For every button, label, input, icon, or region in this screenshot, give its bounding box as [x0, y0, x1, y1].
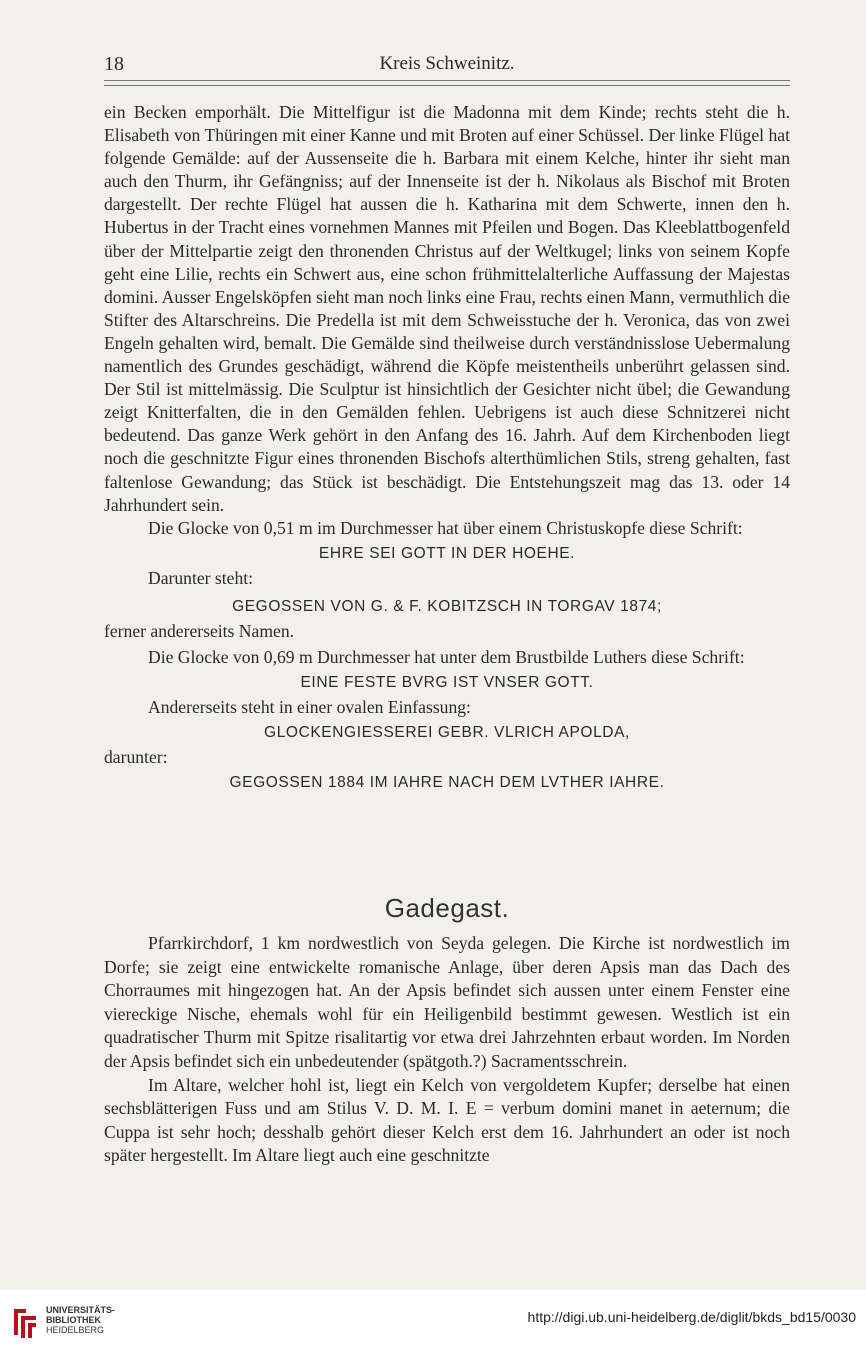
page-header: [104, 53, 790, 79]
paragraph: Die Glocke von 0,51 m im Durchmesser hat über einem Christuskopfe diese Schrift:: [148, 517, 743, 538]
viewer-footer: [0, 1290, 866, 1353]
body-text: [104, 101, 790, 796]
paragraph: ein Becken emporhält. Die Mittelfigur ist die Madonna mit dem Kinde; rechts steht die h. Elisabeth von Thüringen mit einer Kanne und mit Broten auf einer Schüssel. Der linke Flügel hat folgende Gemälde: auf der Aussenseite die h. Barbara mit einem Kelche, hinter ihr sieht man auch den Thurm, ihr Gefängniss; auf der Innenseite ist der h. Nikolaus als Bischof mit Broten dargestellt. Der rechte Flügel hat aussen die h. Katharina mit dem Schwerte, innen den h. Hubertus in der Tracht eines vornehmen Mannes mit Pfeilen und Bogen. Das Kleeblattbogenfeld über der Mittelpartie zeigt den thronenden Christus auf der Weltkugel; links von seinem Kopfe geht eine Lilie, rechts ein Schwert aus, eine schon frühmittelalterliche Auffassung der Majestas domini. Ausser Engelsköpfen sieht man noch links eine Frau, rechts einen Mann, vermuthlich die Stifter des Altarschreins. Die Predella ist mit dem Schweisstuche der h. Veronica, das von zwei Engeln gehalten wird, bemalt. Die Gemälde sind theilweise durch verständnisslose Uebermalung namentlich des Grundes geschädigt, während die Köpfe meistentheils unberührt gelassen sind. Der Stil ist mittelmässig. Die Sculptur ist hinsichtlich der Gesichter nicht übel; die Gewandung zeigt Knitterfalten, die in den Gemälden fehlen. Uebrigens ist auch diese Schnitzerei nicht bedeutend. Das ganze Werk gehört in den Anfang des 16. Jahrh. Auf dem Kirchenboden liegt noch die geschnitzte Figur eines thronenden Bischofs alterthümlichen Stils, streng gehalten, fast faltenlose Gewandung; das Stück ist beschädigt. Die Entstehungszeit mag das 13. oder 14 Jahrhundert sein.: [104, 102, 791, 515]
library-name-line: UNIVERSITÄTS-: [46, 1305, 116, 1315]
library-name-line: BIBLIOTHEK: [46, 1315, 101, 1325]
bell-inscription: GLOCKENGIESSEREI GEBR. VLRICH APOLDA,: [264, 724, 630, 742]
paragraph: Darunter steht:: [148, 567, 254, 588]
paragraph: Andererseits steht in einer ovalen Einfassung:: [148, 697, 471, 718]
bell-inscription: GEGOSSEN VON G. & F. KOBITZSCH IN TORGAV 1874;: [232, 597, 662, 615]
section-title: Gadegast.: [384, 893, 510, 923]
source-url-link[interactable]: http://digi.ub.uni-heidelberg.de/diglit/bkds_bd15/0030: [527, 1309, 856, 1325]
paragraph: darunter:: [104, 747, 168, 768]
bell-inscription: EINE FESTE BVRG IST VNSER GOTT.: [300, 674, 594, 692]
running-title: Kreis Schweinitz.: [379, 53, 515, 74]
bell-inscription: GEGOSSEN 1884 IM IAHRE NACH DEM LVTHER IAHRE.: [229, 774, 665, 792]
library-name-line: HEIDELBERG: [46, 1325, 105, 1335]
paragraph: Im Altare, welcher hohl ist, liegt ein Kelch von vergoldetem Kupfer; derselbe hat einen sechsblätterigen Fuss und am Stilus V. D. M. I. E = verbum domini manet in aeternum; die Cuppa ist sehr hoch; desshalb gehört dieser Kelch erst dem 16. Jahrhundert an oder ist noch später hergestellt. Im Altare liegt auch eine geschnitzte: [104, 1074, 790, 1166]
library-name[interactable]: [46, 1305, 115, 1335]
library-logo-icon[interactable]: [12, 1305, 38, 1339]
bell-inscription: EHRE SEI GOTT IN DER HOEHE.: [318, 544, 576, 562]
header-rule: [104, 80, 790, 86]
section-body: [104, 932, 790, 1168]
paragraph: Pfarrkirchdorf, 1 km nordwestlich von Seyda gelegen. Die Kirche ist nordwestlich im Dorfe; sie zeigt eine entwickelte romanische Anlage, über deren Apsis man das Dach des Chorraumes mit hingezogen hat. An der Apsis befindet sich aussen unter einem Fenster eine viereckige Nische, ehemals wohl für ein Heiligenbild bestimmt gewesen. Westlich ist ein quadratischer Thurm mit Spitze risalitartig vor etwa drei Jahrzehnten erbaut worden. Im Norden der Apsis befindet sich ein unbedeutender (spätgoth.?) Sacramentsschrein.: [104, 933, 790, 1071]
page-number: 18: [104, 53, 124, 75]
paragraph: ferner andererseits Namen.: [104, 620, 295, 641]
paragraph: Die Glocke von 0,69 m Durchmesser hat unter dem Brustbilde Luthers diese Schrift:: [148, 646, 745, 667]
